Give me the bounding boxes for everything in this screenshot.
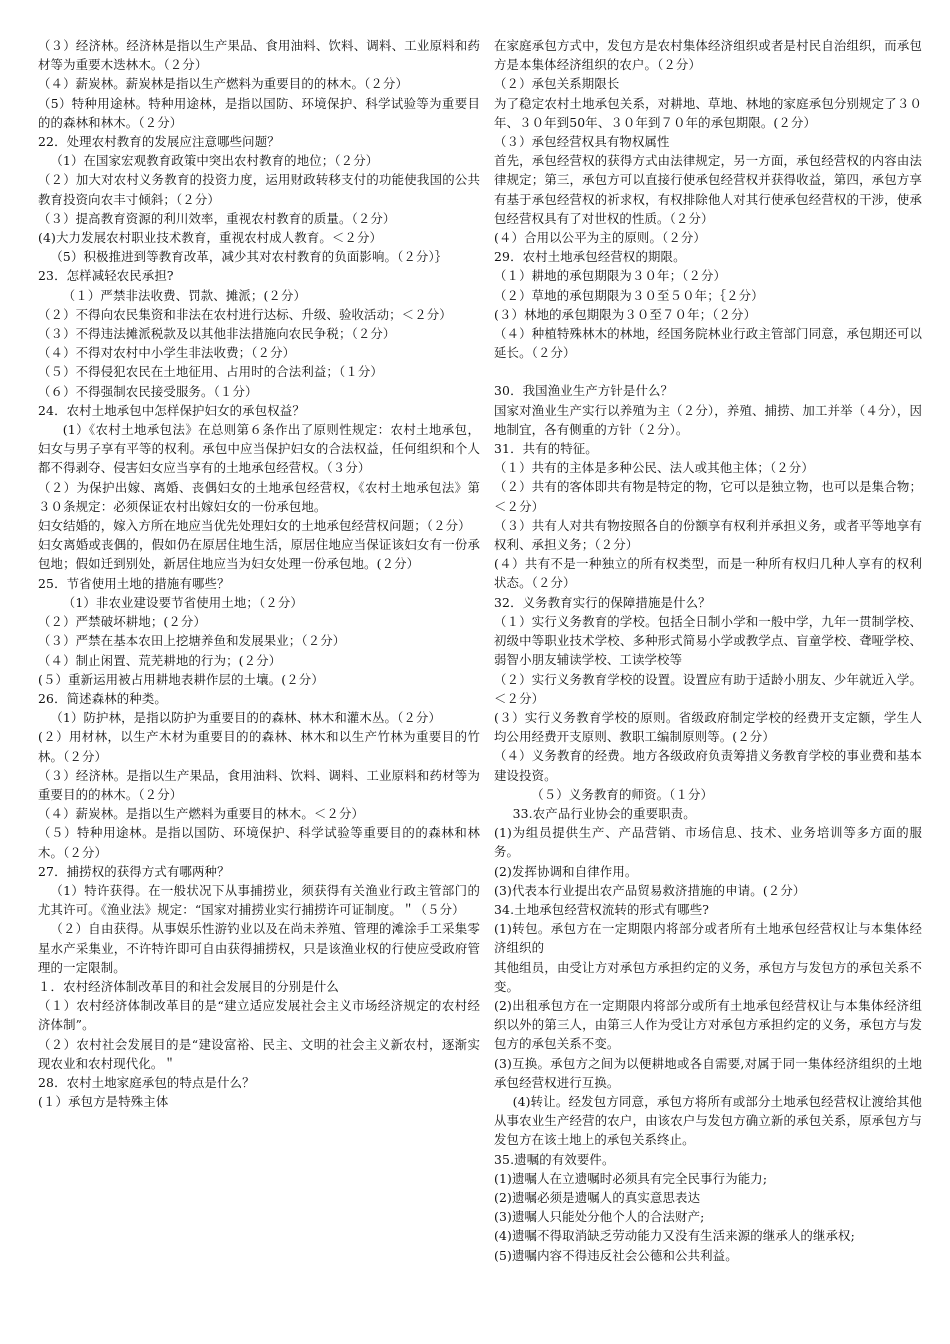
paragraph: (3)代表本行业提出农产品贸易救济措施的申请。(２分） bbox=[494, 882, 806, 898]
question-heading: 28．农村土地家庭承包的特点是什么？ bbox=[38, 1074, 255, 1090]
question-heading: 27．捕捞权的获得方式有哪两种？ bbox=[38, 863, 230, 879]
question-heading: 34.土地承包经营权流转的形式有哪些? bbox=[494, 901, 710, 917]
paragraph: （３）经济林。是指以生产果品，食用油料、饮料、调料、工业原料和药材等为重要目的的林木。（２分） bbox=[38, 767, 480, 802]
paragraph: （２）实行义务教育学校的设置。设置应有助于适龄小朋友、少年就近入学。＜２分） bbox=[494, 671, 922, 706]
paragraph: (1)为组员提供生产、产品营销、市场信息、技术、业务培训等多方面的服务。 bbox=[494, 825, 922, 860]
paragraph: （5）积极推进到等教育改革，减少其对农村教育的负面影响。（２分）｝ bbox=[50, 249, 448, 265]
paragraph: (4)遗嘱不得取消缺乏劳动能力又没有生活来源的继承人的继承权; bbox=[494, 1228, 855, 1244]
question-heading: 32．义务教育实行的保障措施是什么？ bbox=[494, 594, 711, 610]
question-heading: 24．农村土地承包中怎样保护妇女的承包权益？ bbox=[38, 402, 305, 418]
paragraph: (2)出租承包方在一定期限内将部分或所有土地承包经营权让与本集体经济组织以外的第三人，由第三人作为受让方对承包方承担约定的义务，承包方与发包方的承包关系不变。 bbox=[494, 997, 922, 1052]
question-heading: 23．怎样减轻农民承担? bbox=[38, 268, 174, 284]
paragraph: （２）不得向农民集资和非法在农村进行达标、升级、验收活动；＜２分） bbox=[38, 306, 452, 322]
paragraph: (1)转包。承包方在一定期限内将部分或者所有土地承包经营权让与本集体经济组织的 bbox=[494, 921, 922, 956]
paragraph: (2)发挥协调和自律作用。 bbox=[494, 863, 638, 879]
paragraph: (３）实行义务教育学校的原则。省级政府制定学校的经费开支定额，学生人均公用经费开支原则、教职工编制原则等。(２分） bbox=[494, 709, 922, 745]
paragraph: （４）薪炭林。是指以生产燃料为重要目的林木。＜２分） bbox=[38, 806, 365, 822]
paragraph: 妇女结婚的，嫁入方所在地应当优先处理妇女的土地承包经营权问题；（２分） bbox=[38, 518, 471, 534]
question-heading: 22．处理农村教育的发展应注意哪些问题？ bbox=[38, 134, 280, 150]
paragraph: （４）制止闲置、荒芜耕地的行为；(２分） bbox=[38, 652, 282, 668]
paragraph: （３）经济林。经济林是指以生产果品、食用油料、饮料、调料、工业原料和药材等为重要木迭林木。（２分） bbox=[38, 38, 480, 73]
paragraph: (５）重新运用被占用耕地表耕作层的土壤。(２分） bbox=[38, 671, 324, 687]
paragraph: （1）在国家宏观教育政策中突出农村教育的地位；（２分） bbox=[50, 153, 379, 169]
paragraph: (４）合用以公平为主的原则。（２分） bbox=[494, 230, 706, 246]
paragraph: （４）薪炭林。薪炭林是指以生产燃料为重要目的的林木。（２分） bbox=[38, 76, 409, 92]
question-heading: 29．农村土地承包经营权的期限。 bbox=[494, 249, 686, 265]
paragraph: （３）严禁在基本农田上挖塘养鱼和发展果业；（２分） bbox=[38, 633, 346, 649]
paragraph: （３）不得违法摊派税款及以其他非法措施向农民争税；（２分） bbox=[38, 326, 396, 342]
paragraph: (4)大力发展农村职业技术教育，重视农村成人教育。＜２分） bbox=[38, 230, 383, 246]
question-heading: 33.农产品行业协会的重要职责。 bbox=[512, 805, 696, 821]
paragraph: （１）实行义务教育的学校。包括全日制小学和一般中学，九年一贯制学校、初级中等职业技术学校、多种形式简易小学或教学点、盲童学校、聋哑学校、弱智小朋友辅读学校、工读学校等 bbox=[494, 613, 922, 668]
question-heading: 35.遗嘱的有效要件。 bbox=[494, 1151, 615, 1167]
paragraph: 其他组员，由受让方对承包方承担约定的义务，承包方与发包方的承包关系不变。 bbox=[494, 959, 922, 994]
paragraph: (1）《农村土地承包法》在总则第６条作出了原则性规定：农村土地承包，妇女与男子享有平等的权利。承包中应当保护妇女的合法权益，任何组织和个人都不得剥夺、侵害妇女应当享有的土地承包经营权。（３分） bbox=[38, 422, 480, 476]
paragraph: 为了稳定农村土地承包关系，对耕地、草地、林地的家庭承包分别规定了３０年、３０年到50年、３０年到７０年的承包期限。(２分） bbox=[494, 95, 922, 130]
paragraph: (2)遗嘱必须是遗嘱人的真实意思表达 bbox=[494, 1189, 701, 1205]
paragraph: （１）严禁非法收费、罚款、摊派；(２分） bbox=[62, 287, 307, 303]
paragraph: （３）提高教育资源的利川效率，重视农村教育的质量。（２分） bbox=[38, 210, 396, 226]
paragraph: （２）加大对农村义务教育的投资力度，运用财政转移支付的功能使我国的公共教育投资向农丰寸倾斜；（２分） bbox=[38, 172, 480, 207]
paragraph: (２）用材林，以生产木材为重要目的的森林、林木和以生产竹林为重要目的竹林。（２分） bbox=[38, 729, 480, 764]
paragraph: （1）特许获得。在一般状况下从事捕捞业，须获得有关渔业行政主管部门的尤其许可。《渔业法》规定：“国家对捕捞业实行捕捞许可证制度。＂（５分） bbox=[38, 882, 480, 918]
paragraph: （５）特种用途林。是指以国防、环境保护、科学试验等重要目的的森林和林木。（２分） bbox=[38, 825, 480, 860]
question-heading: 25．节省使用土地的措施有哪些？ bbox=[38, 575, 230, 591]
paragraph: （２）草地的承包期限为３０至５０年；｛２分） bbox=[494, 287, 764, 303]
paragraph: (４）共有不是一种独立的所有权类型，而是一种所有权归几种人享有的权利状态。（２分） bbox=[494, 556, 922, 591]
paragraph: 在家庭承包方式中，发包方是农村集体经济组织或者是村民自治组织，而承包方是本集体经济组织的农户。（２分） bbox=[494, 38, 922, 73]
paragraph: （1）防护林，是指以防护为重要目的的森林、林木和灌木丛。（２分） bbox=[50, 710, 441, 726]
left-column bbox=[38, 36, 480, 1324]
paragraph: （5）特种用途林。特种用途林，是指以国防、环境保护、科学试验等为重要目的的森林和林木。（２分） bbox=[38, 95, 480, 130]
paragraph: （４）种植特殊林木的林地，经国务院林业行政主管部门同意，承包期还可以延长。（２分） bbox=[494, 326, 922, 361]
paragraph: （３）共有人对共有物按照各自的份额享有权利并承担义务，或者平等地享有权利、承担义务；（２分） bbox=[494, 517, 922, 553]
question-heading: 26．简述森林的种类。 bbox=[38, 690, 167, 706]
paragraph: （２）农村社会发展目的是“建设富裕、民主、文明的社会主义新农村，逐渐实现农业和农村现代化。＂ bbox=[38, 1036, 480, 1071]
right-column bbox=[494, 36, 922, 1324]
question-heading: 30．我国渔业生产方针是什么？ bbox=[494, 383, 674, 399]
paragraph: (3)遗嘱人只能处分他个人的合法财产; bbox=[494, 1209, 705, 1225]
paragraph: （1）非农业建设要节省使用土地；（２分） bbox=[62, 594, 303, 610]
paragraph: （５）义务教育的师资。（１分） bbox=[531, 786, 714, 802]
paragraph: (5)遗嘱内容不得违反社会公德和公共利益。 bbox=[494, 1247, 738, 1263]
blank-line bbox=[494, 362, 922, 381]
paragraph: （５）不得侵犯农民在土地征用、占用时的合法利益；（１分） bbox=[38, 364, 383, 380]
paragraph: (３）林地的承包期限为３０至７０年；（２分） bbox=[494, 306, 757, 322]
paragraph: (4)转让。经发包方同意，承包方将所有或部分土地承包经营权让渡给其他从事农业生产经营的农户，由该农户与发包方确立新的承包关系，原承包方与发包方在该土地上的承包关系终止。 bbox=[494, 1093, 922, 1148]
paragraph: (3)互换。承包方之间为以便耕地或各自需要,对属于同一集体经济组织的土地承包经营权进行互换。 bbox=[494, 1055, 922, 1090]
paragraph: （２）共有的客体即共有物是特定的物，它可以是独立物，也可以是集合物；＜２分） bbox=[494, 479, 922, 514]
paragraph: （２）自由获得。从事娱乐性游钓业以及在尚未养殖、管理的滩涂手工采集零星水产采集业，不许特许即可自由获得捕捞权，只是该渔业权的行使应受政府管理的一定限制。 bbox=[38, 921, 480, 975]
paragraph: （１）耕地的承包期限为３０年；（２分） bbox=[494, 268, 727, 284]
paragraph: （４）义务教育的经费。地方各级政府负责筹措义务教育学校的事业费和基本建设投资。 bbox=[494, 748, 922, 783]
paragraph: （６）不得强制农民接受服务。（１分） bbox=[38, 383, 258, 399]
paragraph: (１）承包方是特殊主体 bbox=[38, 1094, 169, 1110]
paragraph: （２）承包关系期限长 bbox=[494, 76, 620, 92]
paragraph: （４）不得对农村中小学生非法收费；（２分） bbox=[38, 345, 296, 361]
paragraph: (1)遗嘱人在立遗嘱时必须具有完全民事行为能力; bbox=[494, 1170, 768, 1186]
paragraph: （１）农村经济体制改革目的是“建立适应发展社会主义市场经济规定的农村经济体制”。 bbox=[38, 998, 480, 1033]
paragraph: （１）共有的主体是多种公民、法人或其他主体；（２分） bbox=[494, 460, 814, 476]
paragraph: 国家对渔业生产实行以养殖为主（２分），养殖、捕捞、加工并举（４分），因地制宜，各有侧重的方针（２分）。 bbox=[494, 402, 922, 437]
question-heading: １．农村经济体制改革目的和社会发展目的分别是什么 bbox=[38, 978, 339, 994]
paragraph: （２）严禁破坏耕地；(２分） bbox=[38, 614, 207, 630]
paragraph: 首先，承包经营权的获得方式由法律规定，另一方面，承包经营权的内容由法律规定；第三，承包方可以直接行使承包经营权并获得收益，第四，承包方享有基于承包经营权的祈求权，有权排除他人对其行使承包经营权的干涉，使承包经营权具有了对世权的性质。（２分） bbox=[494, 153, 922, 226]
paragraph: （３）承包经营权具有物权属性 bbox=[494, 134, 670, 150]
paragraph: （２）为保护出嫁、离婚、丧偶妇女的土地承包经营权，《农村土地承包法》第３０条规定：必须保证农村出嫁妇女的一份承包地。 bbox=[38, 479, 480, 514]
question-heading: 31．共有的特征。 bbox=[494, 441, 598, 457]
paragraph: 妇女离婚或丧偶的，假如仍在原居住地生活，原居住地应当保证该妇女有一份承包地；假如迁到别处，新居住地应当为妇女处理一份承包地。(２分） bbox=[38, 537, 480, 572]
